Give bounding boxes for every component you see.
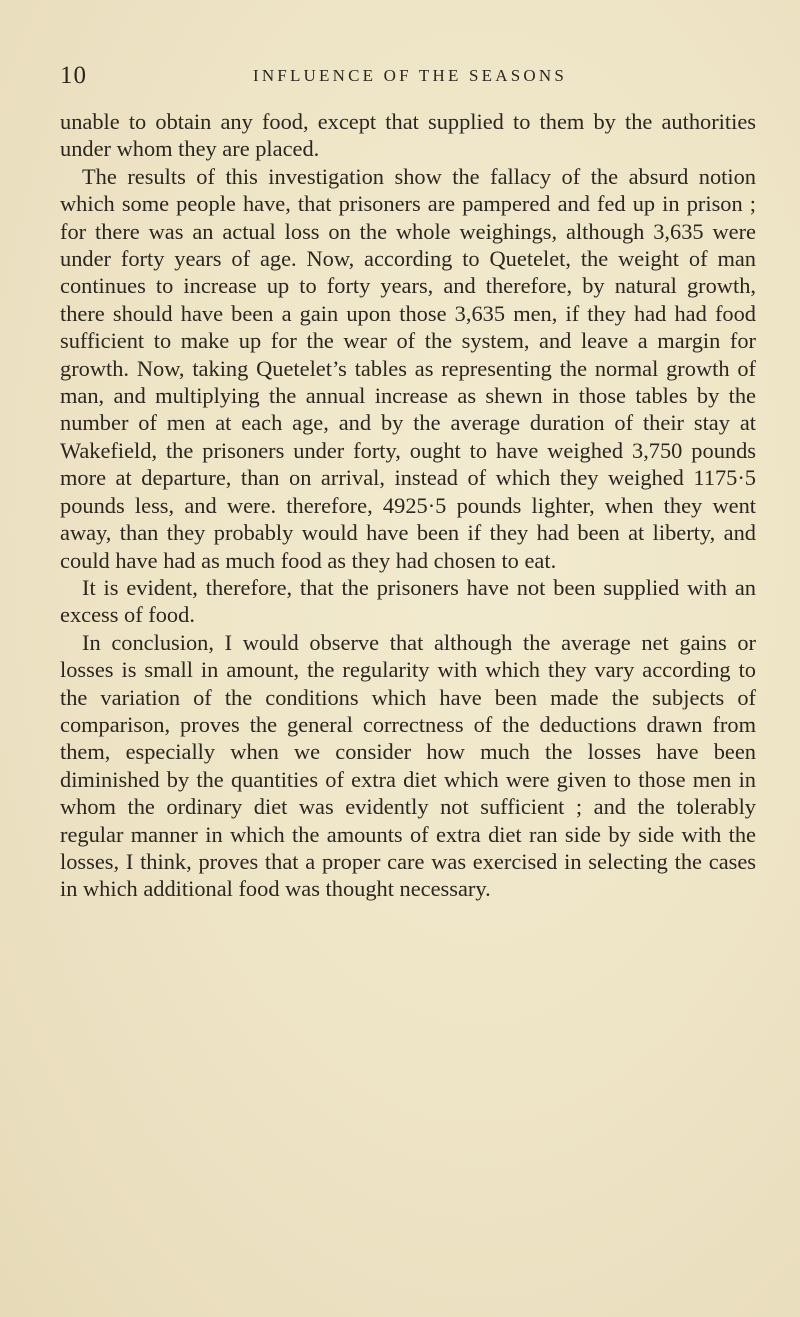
body-text — [60, 108, 756, 903]
paragraph-results: The results of this investigation show the fallacy of the absurd notion which some people have, that prisoners are pampered and fed up in prison ; for there was an actual loss on the whole weighings, although 3,635 were under forty years of age. Now, according to Quetelet, the weight of man continues to increase up to forty years, and therefore, by natural growth, there should have been a gain upon those 3,635 men, if they had had food sufficient to make up for the wear of the system, and leave a margin for growth. Now, taking Quetelet’s tables as representing the normal growth of man, and multiplying the annual increase as shewn in those tables by the number of men at each age, and by the average duration of their stay at Wakefield, the prisoners under forty, ought to have weighed 3,750 pounds more at departure, than on arrival, instead of which they weighed 1175·5 pounds less, and were. therefore, 4925·5 pounds lighter, when they went away, than they probably would have been if they had been at liberty, and could have had as much food as they had chosen to eat. — [60, 163, 756, 573]
running-head — [60, 62, 760, 102]
paragraph-conclusion: In conclusion, I would observe that although the average net gains or losses is small in amount, the regularity with which they vary according to the variation of the conditions which have been made the subjects of comparison, proves the general correctness of the deductions drawn from them, especially when we consider how much the losses have been diminished by the quantities of extra diet which were given to those men in whom the ordinary diet was evidently not sufficient ; and the tolerably regular manner in which the amounts of extra diet ran side by side with the losses, I think, proves that a proper care was exercised in selecting the cases in which additional food was thought necessary. — [60, 629, 756, 902]
paragraph-continuation: unable to obtain any food, except that supplied to them by the authorities under whom they are placed. — [60, 109, 756, 162]
running-title: INFLUENCE OF THE SEASONS — [252, 66, 568, 85]
paragraph-evident: It is evident, therefore, that the prisoners have not been supplied with an excess of food. — [60, 574, 756, 628]
page-number: 10 — [60, 62, 87, 89]
